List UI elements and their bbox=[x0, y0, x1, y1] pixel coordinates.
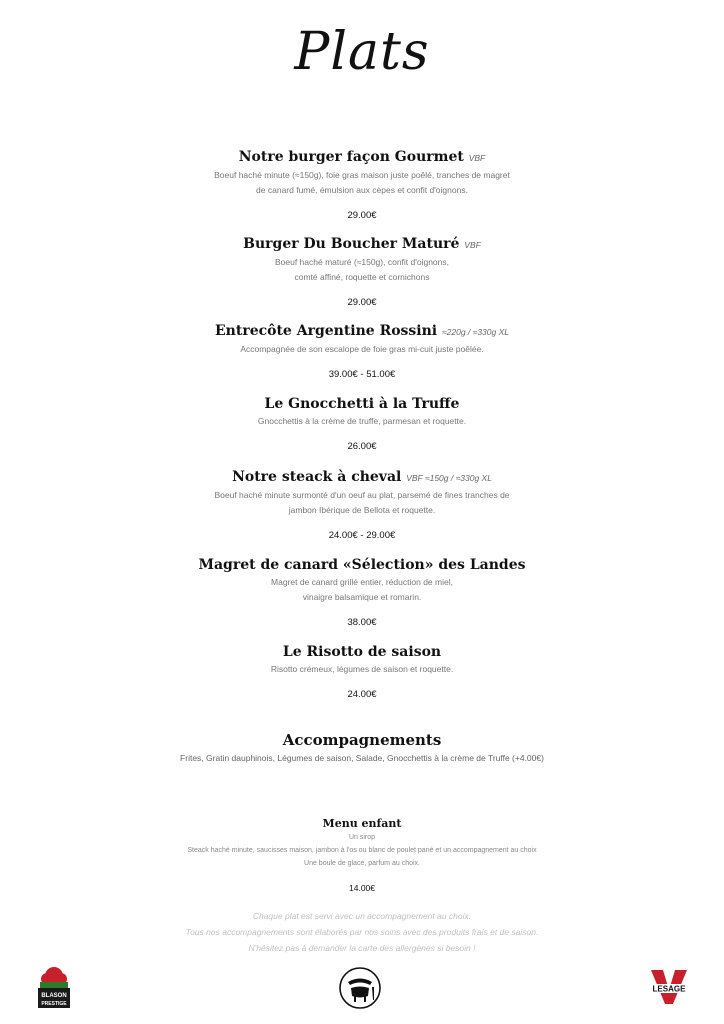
blason-prestige-logo bbox=[34, 964, 74, 1010]
lesage-logo bbox=[647, 968, 691, 1008]
dish-item bbox=[0, 235, 724, 308]
menu-enfant-section bbox=[0, 817, 724, 893]
dish-desc-line: Boeuf haché maturé (≈150g), confit d'oignons, bbox=[274, 257, 450, 267]
dish-name-line bbox=[0, 395, 724, 413]
footnote-line: Tous nos accompagnements sont élaborés par nos soins avec des produits frais et de saison. bbox=[185, 927, 539, 937]
dish-desc-line: Boeuf haché minute surmonté d'un oeuf au plat, parsemé de fines tranches de bbox=[214, 490, 510, 500]
footnote-line: N'hésitez pas à demander la carte des allergènes si besoin ! bbox=[248, 943, 476, 953]
lesage-text: LESAGE bbox=[652, 984, 686, 994]
dish-desc-line: Magret de canard grillé entier, réduction de miel, bbox=[271, 577, 453, 587]
dish-desc-line: Boeuf haché minute (≈150g), foie gras maison juste poêlé, tranches de magret bbox=[214, 170, 510, 180]
dish-name: Le Risotto de saison bbox=[282, 644, 442, 660]
dish-name-line bbox=[0, 556, 724, 574]
blason-logo-icon bbox=[34, 964, 74, 1010]
dish-item bbox=[0, 148, 724, 221]
restaurant-emblem-logo bbox=[338, 966, 382, 1010]
menu-enfant-line: Steack haché minute, saucisses maison, jambon à l'os ou blanc de poulet pané et un accompagnement au choix bbox=[187, 847, 537, 854]
dish-description bbox=[0, 255, 724, 285]
dish-note: VBF bbox=[464, 240, 481, 250]
dish-desc-line: vinaigre balsamique et romarin. bbox=[302, 592, 422, 602]
dish-note: VBF ≈150g / ≈330g XL bbox=[406, 473, 492, 483]
dish-description bbox=[0, 414, 724, 429]
dish-name-line bbox=[0, 643, 724, 661]
dish-desc-line: Accompagnée de son escalope de foie gras mi-cuit juste poêlée. bbox=[240, 344, 484, 354]
dish-description bbox=[0, 575, 724, 605]
restaurant-emblem-icon bbox=[338, 966, 382, 1010]
dish-description bbox=[0, 342, 724, 357]
prestige-text: PRESTIGE bbox=[41, 1001, 67, 1007]
dish-price: 29.00€ bbox=[347, 297, 377, 308]
dish-item bbox=[0, 322, 724, 380]
menu-enfant-price: 14.00€ bbox=[349, 883, 375, 893]
accompagnements-text: Frites, Gratin dauphinois, Légumes de saison, Salade, Gnocchettis à la crème de Truffe (+4.00€) bbox=[180, 753, 544, 763]
dish-description bbox=[0, 168, 724, 198]
dish-desc-line: comté affiné, roquette et cornichons bbox=[294, 272, 430, 282]
menu-enfant-line: Une boule de glace, parfum au choix. bbox=[304, 860, 420, 867]
dish-price: 26.00€ bbox=[347, 441, 377, 452]
dish-desc-line: Gnocchettis à la crème de truffe, parmesan et roquette. bbox=[257, 416, 467, 426]
dish-item bbox=[0, 395, 724, 452]
dish-price: 38.00€ bbox=[347, 617, 377, 628]
menu-enfant-title: Menu enfant bbox=[322, 817, 402, 830]
dish-desc-line: jambon Ibérique de Bellota et roquette. bbox=[288, 505, 436, 515]
dish-name-line bbox=[0, 322, 724, 341]
blason-text: BLASON bbox=[41, 993, 67, 999]
dish-name: Burger Du Boucher Maturé bbox=[243, 236, 460, 252]
dish-price: 24.00€ bbox=[347, 689, 377, 700]
dish-name: Notre burger façon Gourmet bbox=[238, 149, 464, 165]
menu-enfant-description bbox=[0, 831, 724, 870]
dish-item bbox=[0, 468, 724, 541]
dish-price: 24.00€ - 29.00€ bbox=[328, 530, 396, 541]
dish-name: Entrecôte Argentine Rossini bbox=[215, 323, 438, 339]
dish-desc-line: de canard fumé, émulsion aux cèpes et confit d'oignons. bbox=[256, 185, 468, 195]
accompagnements-section bbox=[0, 731, 724, 766]
dish-description bbox=[0, 488, 724, 518]
dish-name-line bbox=[0, 148, 724, 167]
dish-description bbox=[0, 662, 724, 677]
dish-desc-line: Risotto crémeux, légumes de saison et roquette. bbox=[270, 664, 454, 674]
dish-item bbox=[0, 643, 724, 700]
dish-note: VBF bbox=[468, 153, 486, 163]
dish-price: 39.00€ - 51.00€ bbox=[328, 369, 396, 380]
dish-name: Le Gnocchetti à la Truffe bbox=[264, 396, 460, 412]
lesage-logo-icon bbox=[647, 968, 691, 1008]
dish-price: 29.00€ bbox=[347, 210, 377, 221]
accompagnements-title: Accompagnements bbox=[282, 731, 442, 749]
footnote-line: Chaque plat est servi avec un accompagnement au choix. bbox=[252, 911, 472, 921]
dish-name-line bbox=[0, 235, 724, 254]
dish-name: Notre steack à cheval bbox=[232, 469, 402, 485]
dish-name: Magret de canard «Sélection» des Landes bbox=[198, 557, 526, 573]
dish-item bbox=[0, 556, 724, 628]
dish-note: ≈220g / ≈330g XL bbox=[442, 327, 509, 337]
footnotes bbox=[0, 908, 724, 956]
menu-enfant-line: Un sirop bbox=[348, 834, 376, 841]
page-title: Plats bbox=[294, 22, 430, 82]
dish-name-line bbox=[0, 468, 724, 487]
